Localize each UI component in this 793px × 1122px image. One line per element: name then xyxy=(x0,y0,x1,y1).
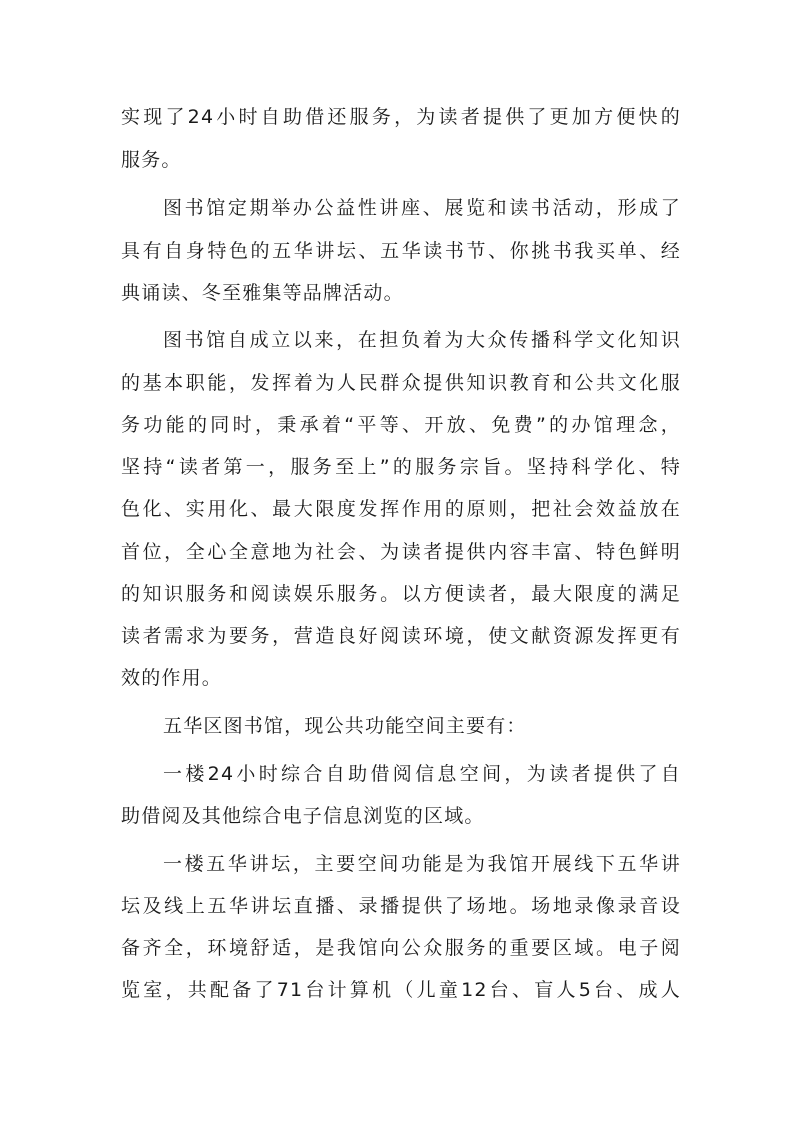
text-line: 具有自身特色的五华讲坛、五华读书节、你挑书我买单、经 xyxy=(121,240,681,262)
text-line: 坚持“读者第一，服务至上”的服务宗旨。坚持科学化、特 xyxy=(121,456,681,478)
text-line: 实现了24小时自助借还服务，为读者提供了更加方便快的 xyxy=(121,106,681,128)
text-line: 览室，共配备了71台计算机（儿童12台、盲人5台、成人 xyxy=(121,979,681,1001)
text-line: 五华区图书馆，现公共功能空间主要有： xyxy=(163,715,527,737)
text-line: 坛及线上五华讲坛直播、录播提供了场地。场地录像录音设 xyxy=(121,895,681,917)
text-line: 一楼五华讲坛，主要空间功能是为我馆开展线下五华讲 xyxy=(163,853,681,875)
text-line: 备齐全，环境舒适，是我馆向公众服务的重要区域。电子阅 xyxy=(121,937,681,959)
text-line: 读者需求为要务，营造良好阅读环境，使文献资源发挥更有 xyxy=(121,625,681,647)
text-line: 首位，全心全意地为社会、为读者提供内容丰富、特色鲜明 xyxy=(121,541,681,563)
text-line: 效的作用。 xyxy=(121,667,223,689)
text-line: 助借阅及其他综合电子信息浏览的区域。 xyxy=(121,805,485,827)
text-line: 色化、实用化、最大限度发挥作用的原则，把社会效益放在 xyxy=(121,498,681,520)
text-line: 的基本职能，发挥着为人民群众提供知识教育和公共文化服 xyxy=(121,372,681,394)
text-line: 典诵读、冬至雅集等品牌活动。 xyxy=(121,282,404,304)
text-line: 的知识服务和阅读娱乐服务。以方便读者，最大限度的满足 xyxy=(121,583,681,605)
text-line: 务功能的同时，秉承着“平等、开放、免费”的办馆理念， xyxy=(121,414,681,436)
text-line: 服务。 xyxy=(121,149,182,171)
text-line: 图书馆自成立以来，在担负着为大众传播科学文化知识 xyxy=(163,329,681,351)
text-line: 一楼24小时综合自助借阅信息空间，为读者提供了自 xyxy=(163,763,681,785)
text-line: 图书馆定期举办公益性讲座、展览和读书活动，形成了 xyxy=(163,197,681,219)
